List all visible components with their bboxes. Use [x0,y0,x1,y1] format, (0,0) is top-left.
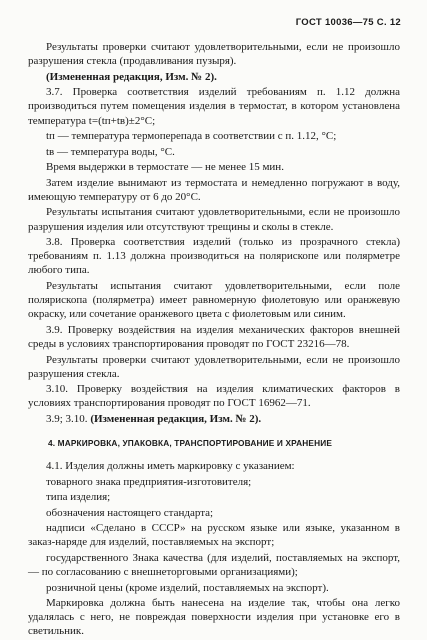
list-item: розничной цены (кроме изделий, поставляемых на экспорт). [46,581,329,594]
paragraph: tв — температура воды, °С. [46,145,175,158]
paragraph: Результаты испытания считают удовлетворительными, если не произошло разрушения изделия или отсутствуют трещины и сколы в стекле. [28,206,400,233]
paragraph: Результаты испытания считают удовлетворительными, если поле полярископа (полярметра) имеет равномерную фиолетовую или оранжевую окраску, или сочетание оранжевого цвета с фиолетовым или синим. [28,279,400,321]
list-item: государственного Знака качества (для изделий, поставляемых на экспорт, — по согласованию с внешнеторговыми организациями); [28,551,400,579]
paragraph: 3.9. Проверку воздействия на изделия механических факторов внешней среды в условиях транспортирования проводят по ГОСТ 23216—78. [28,323,400,351]
paragraph: Затем изделие вынимают из термостата и немедленно погружают в воду, имеющую температуру от 6 до 20°С. [28,176,400,203]
paragraph: 3.10. Проверку воздействия на изделия климатических факторов в условиях транспортирования проводят по ГОСТ 16962—71. [28,383,400,410]
list-item: надписи «Сделано в СССР» на русском языке или языке, указанном в заказ-наряде для изделий, поставляемых на экспорт; [28,522,400,549]
amendment-note [28,412,400,426]
amendment-bold: (Измененная редакция, Изм. № 2). [90,412,262,425]
amendment-ref: 3.9; 3.10. [46,412,91,425]
paragraph: 4.1. Изделия должны иметь маркировку с указанием: [46,460,295,473]
document-body [28,40,400,640]
paragraph: Время выдержки в термостате — не менее 15 мин. [46,161,284,174]
section-title: 4. МАРКИРОВКА, УПАКОВКА, ТРАНСПОРТИРОВАНИЕ И ХРАНЕНИЕ [48,438,333,449]
paragraph: 3.8. Проверка соответствия изделий (только из прозрачного стекла) требованиям п. 1.13 должна производиться на полярископе или полярметре любого типа. [28,236,400,277]
amendment-note: (Измененная редакция, Изм. № 2). [46,70,217,83]
paragraph: tп — температура термоперепада в соответствии с п. 1.12, °С; [46,130,337,143]
paragraph: Маркировка должна быть нанесена на изделие так, чтобы она легко удалялась с него, не повреждая поверхности изделия при установке его в светильник. [28,597,400,638]
paragraph: Результаты проверки считают удовлетворительными, если не произошло разрушения стекла (продавливания пузыря). [28,41,400,68]
list-item: товарного знака предприятия-изготовителя; [46,475,252,488]
paragraph: Результаты проверки считают удовлетворительными, если не произошло разрушения стекла. [28,353,400,380]
list-item: типа изделия; [46,491,111,504]
page-header: ГОСТ 10036—75 С. 12 [295,17,401,28]
paragraph: 3.7. Проверка соответствия изделий требованиям п. 1.12 должна производиться путем помещения изделия в термостат, в котором установлена температура t=(tп+tв)±2°С; [28,86,400,127]
list-item: обозначения настоящего стандарта; [46,506,214,519]
